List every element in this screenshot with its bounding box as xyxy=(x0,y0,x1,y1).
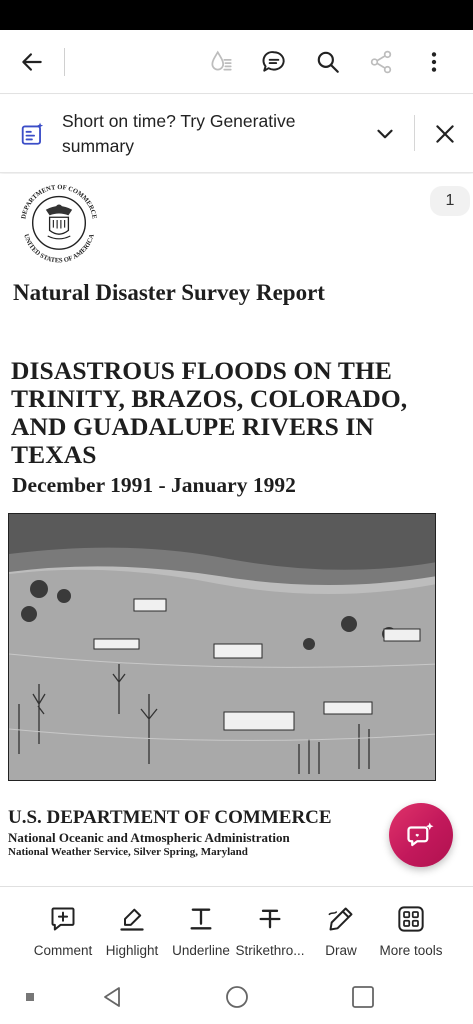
tool-highlight[interactable] xyxy=(100,887,164,973)
date-range: December 1991 - January 1992 xyxy=(12,473,296,497)
comments-button[interactable] xyxy=(256,44,292,80)
toolbar-divider xyxy=(64,48,65,76)
ai-assistant-icon xyxy=(406,820,436,850)
document-page[interactable] xyxy=(0,174,473,886)
tool-strikethrough[interactable] xyxy=(234,887,306,973)
flood-aerial-photo xyxy=(8,513,436,781)
office-name: National Weather Service, Silver Spring, Maryland xyxy=(8,846,248,858)
liquid-mode-button[interactable] xyxy=(203,44,239,80)
bottom-toolbar xyxy=(0,886,473,972)
report-title xyxy=(11,357,461,469)
tool-label: Underline xyxy=(172,943,230,958)
tool-label: Strikethro... xyxy=(235,943,305,958)
search-button[interactable] xyxy=(310,44,346,80)
tool-label: More tools xyxy=(379,943,443,958)
back-arrow-icon xyxy=(19,49,45,75)
generative-summary-text[interactable]: Short on time? Try Generative summary xyxy=(62,111,296,156)
top-toolbar xyxy=(0,30,473,94)
recents-dot-icon[interactable] xyxy=(25,992,35,1002)
comments-icon xyxy=(261,49,287,75)
back-button[interactable] xyxy=(14,44,50,80)
tool-label: Highlight xyxy=(105,943,159,958)
comment-icon xyxy=(49,905,77,933)
liquid-mode-icon xyxy=(208,49,234,75)
department-name: U.S. DEPARTMENT OF COMMERCE xyxy=(8,807,332,828)
strikethrough-icon xyxy=(256,905,284,933)
agency-name: National Oceanic and Atmospheric Administration xyxy=(8,830,290,845)
page-number-badge: 1 xyxy=(430,186,470,216)
close-icon[interactable] xyxy=(432,121,458,147)
back-triangle-icon[interactable] xyxy=(100,985,124,1009)
tool-draw[interactable] xyxy=(318,887,364,973)
tool-comment[interactable] xyxy=(28,887,98,973)
tool-label: Draw xyxy=(325,943,357,958)
system-nav-bar xyxy=(0,972,473,1024)
tool-label: Comment xyxy=(33,943,93,958)
commerce-seal-logo xyxy=(12,174,106,268)
generative-summary-icon xyxy=(20,121,46,147)
underline-icon xyxy=(187,905,215,933)
title-line: DISASTROUS FLOODS ON THE xyxy=(11,356,392,385)
tool-more-tools[interactable] xyxy=(376,887,446,973)
home-circle-icon[interactable] xyxy=(225,985,249,1009)
highlight-icon xyxy=(118,905,146,933)
tool-underline[interactable] xyxy=(170,887,232,973)
banner-divider xyxy=(414,115,415,151)
generative-summary-banner[interactable] xyxy=(0,95,473,173)
more-options-button[interactable] xyxy=(416,44,452,80)
status-bar xyxy=(0,0,473,30)
svg-text:DEPARTMENT OF COMMERCE: DEPARTMENT OF COMMERCE xyxy=(20,183,98,220)
chevron-down-icon[interactable] xyxy=(372,121,398,147)
overview-square-icon[interactable] xyxy=(351,985,375,1009)
more-vertical-icon xyxy=(421,49,447,75)
ai-assistant-button[interactable] xyxy=(389,803,453,867)
title-line: AND GUADALUPE RIVERS IN xyxy=(11,412,374,441)
share-icon xyxy=(368,49,394,75)
title-line: TRINITY, BRAZOS, COLORADO, xyxy=(11,384,408,413)
svg-text:UNITED STATES OF AMERICA: UNITED STATES OF AMERICA xyxy=(22,233,96,265)
draw-icon xyxy=(327,905,355,933)
search-icon xyxy=(315,49,341,75)
share-button[interactable] xyxy=(363,44,399,80)
more-tools-icon xyxy=(397,905,425,933)
title-line: TEXAS xyxy=(11,440,97,469)
survey-label: Natural Disaster Survey Report xyxy=(13,280,325,305)
